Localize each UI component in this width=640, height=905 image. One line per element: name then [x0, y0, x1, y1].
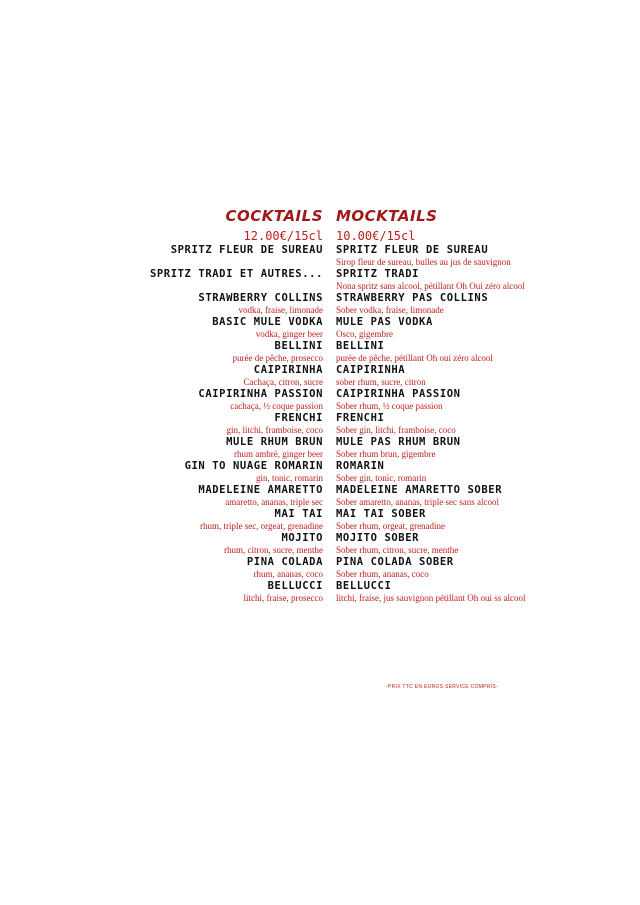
item-description: amaretto, ananas, triple sec [225, 497, 323, 507]
item-name: BELLUCCI [336, 580, 392, 592]
menu-item [150, 244, 323, 268]
menu-item [336, 364, 525, 388]
item-description: rhum, ananas, coco [253, 569, 323, 579]
item-description [150, 257, 323, 268]
item-name: MULE RHUM BRUN [226, 436, 323, 448]
menu-item [336, 316, 525, 340]
item-description: sober rhum, sucre, citron [336, 377, 426, 387]
item-name: STRAWBERRY PAS COLLINS [336, 292, 489, 304]
menu-item [336, 436, 525, 460]
item-description: cachaça, ½ coque passion [230, 401, 323, 411]
item-description: Sirop fleur de sureau, bulles au jus de sauvignon [336, 257, 511, 267]
item-name: FRENCHI [274, 412, 323, 424]
item-name: MOJITO [281, 532, 323, 544]
menu-item [336, 460, 525, 484]
menu-item [150, 340, 323, 364]
item-name: MOJITO SOBER [336, 532, 420, 544]
menu-item [150, 508, 323, 532]
menu-item [150, 556, 323, 580]
menu-item [150, 316, 323, 340]
item-name: SPRITZ FLEUR DE SUREAU [336, 244, 489, 256]
menu-item [150, 388, 323, 412]
item-description: Sober rhum, ananas, coco [336, 569, 429, 579]
cocktails-column [150, 206, 323, 604]
menu-item [150, 364, 323, 388]
item-description: gin, litchi, framboise, coco [226, 425, 323, 435]
menu-item [150, 436, 323, 460]
item-name: BASIC MULE VODKA [212, 316, 323, 328]
menu-item [150, 412, 323, 436]
item-description: vodka, fraise, limonade [238, 305, 323, 315]
item-name: ROMARIN [336, 460, 385, 472]
mocktails-list [336, 244, 525, 604]
item-description: Sober rhum brun, gigembre [336, 449, 436, 459]
menu-item [336, 508, 525, 532]
menu-item [150, 268, 323, 292]
menu-item [336, 292, 525, 316]
mocktails-title: MOCKTAILS [336, 207, 438, 225]
item-name: MADELEINE AMARETTO SOBER [336, 484, 503, 496]
item-description: Cachaça, citron, sucre [243, 377, 323, 387]
item-name: SPRITZ TRADI [336, 268, 420, 280]
footer-note: -PRIX TTC EN EUROS SERVICE COMPRIS- [386, 684, 498, 690]
item-name: MAI TAI [274, 508, 323, 520]
menu-item [336, 556, 525, 580]
menu-item [336, 340, 525, 364]
menu-item [150, 292, 323, 316]
item-description: rhum, citron, sucre, menthe [224, 545, 323, 555]
item-name: CAIPIRINHA [253, 364, 323, 376]
item-description: litchi, fraise, prosecco [243, 593, 323, 603]
menu-item [150, 580, 323, 604]
menu-item [336, 580, 525, 604]
cocktails-price: 12.00€/15cl [243, 229, 323, 243]
menu-item [336, 412, 525, 436]
item-description: litchi, fraise, jus sauvignon pétillant Oh oui ss alcool [336, 593, 526, 603]
item-name: CAIPIRINHA PASSION [336, 388, 461, 400]
mocktails-price: 10.00€/15cl [336, 229, 416, 243]
menu-item [150, 484, 323, 508]
menu-item [150, 532, 323, 556]
item-name: FRENCHI [336, 412, 385, 424]
menu-item [336, 484, 525, 508]
cocktails-title: COCKTAILS [225, 207, 323, 225]
item-description: Sober rhum, ½ coque passion [336, 401, 443, 411]
item-description: Sober amaretto, ananas, triple sec sans alcool [336, 497, 499, 507]
item-description: Sober gin, litchi, framboise, coco [336, 425, 456, 435]
item-description: Osco, gigembre [336, 329, 393, 339]
item-name: PINA COLADA [246, 556, 323, 568]
item-name: BELLINI [274, 340, 323, 352]
item-description: gin, tonic, romarin [256, 473, 323, 483]
menu-item [336, 244, 525, 268]
menu-item [336, 388, 525, 412]
item-description: Sober gin, tonic, romarin [336, 473, 427, 483]
menu-item [336, 268, 525, 292]
item-description: Sober rhum, citron, sucre, menthe [336, 545, 459, 555]
item-name: BELLINI [336, 340, 385, 352]
item-name: STRAWBERRY COLLINS [198, 292, 323, 304]
item-description: Sober rhum, orgeat, grenadine [336, 521, 446, 531]
item-name: MULE PAS RHUM BRUN [336, 436, 461, 448]
item-description: Sober vodka, fraise, limonade [336, 305, 444, 315]
menu-item [150, 460, 323, 484]
item-name: BELLUCCI [267, 580, 323, 592]
item-name: MADELEINE AMARETTO [198, 484, 323, 496]
item-name: SPRITZ FLEUR DE SUREAU [170, 244, 323, 256]
item-name: CAIPIRINHA PASSION [198, 388, 323, 400]
menu-item [336, 532, 525, 556]
item-name: CAIPIRINHA [336, 364, 406, 376]
item-name: GIN TO NUAGE ROMARIN [184, 460, 323, 472]
item-description: rhum, triple sec, orgeat, grenadine [199, 521, 323, 531]
item-description: vodka, ginger beer [255, 329, 323, 339]
item-description: rhum ambré, ginger beer [234, 449, 323, 459]
item-description: purée de pêche, prosecco [232, 353, 323, 363]
item-name: PINA COLADA SOBER [336, 556, 454, 568]
cocktails-list [150, 244, 323, 604]
item-description [150, 281, 323, 292]
item-description: purée de pêche, pétillant Oh oui zéro alcool [336, 353, 493, 363]
mocktails-column [336, 206, 525, 604]
item-name: MULE PAS VODKA [336, 316, 433, 328]
item-name: SPRITZ TRADI ET AUTRES... [149, 268, 323, 280]
item-description: Nona spritz sans alcool, pétillant Oh Oui zéro alcool [336, 281, 525, 291]
item-name: MAI TAI SOBER [336, 508, 426, 520]
